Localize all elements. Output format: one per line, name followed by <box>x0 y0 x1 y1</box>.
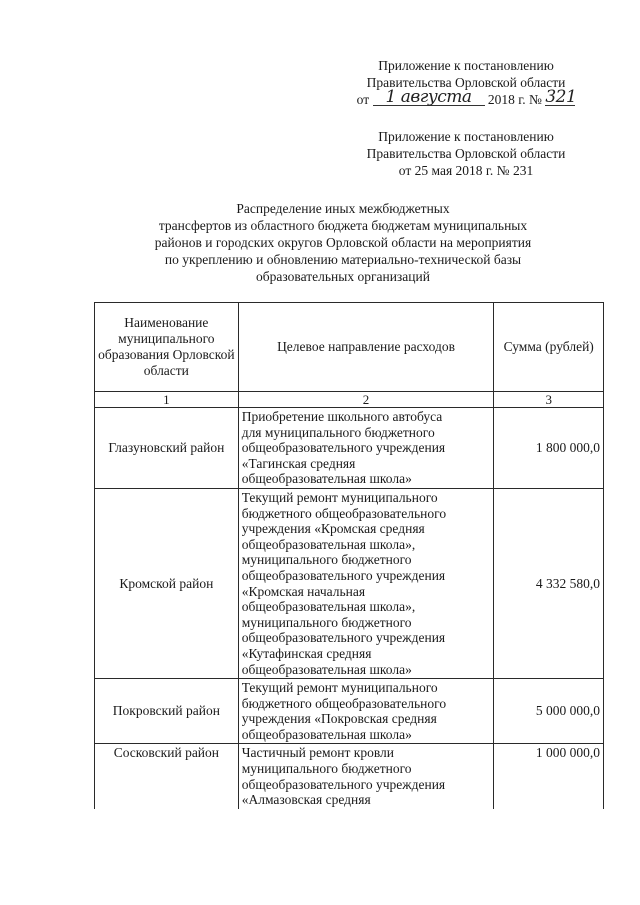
date-prefix: от <box>356 92 370 107</box>
district-name: Сосковский район <box>95 744 239 809</box>
purpose-line: общеобразовательная школа» <box>241 471 412 487</box>
handwritten-date: 1 августа <box>385 87 472 107</box>
appendix-line-1: Приложение к постановлению <box>378 58 554 73</box>
handwritten-number: 321 <box>545 87 577 107</box>
expense-purpose <box>238 679 494 744</box>
appendix-prev-line-1: Приложение к постановлению <box>378 129 554 144</box>
header-amount: Сумма (рублей) <box>494 303 604 392</box>
handwritten-date-field <box>373 87 485 107</box>
purpose-line: «Кутафинская средняя <box>241 645 372 661</box>
purpose-line: для муниципального бюджетного <box>241 424 435 440</box>
purpose-line: общеобразовательного учреждения <box>241 776 446 792</box>
expense-purpose <box>238 408 494 489</box>
amount-value: 1 800 000,0 <box>494 408 604 489</box>
column-number: 1 <box>95 392 239 408</box>
appendix-prev-line-3: от 25 мая 2018 г. № 231 <box>398 163 534 178</box>
allocation-table <box>94 302 604 809</box>
purpose-line: учреждения «Кромская средняя <box>241 521 425 537</box>
expense-purpose <box>238 488 494 678</box>
purpose-line: общеобразовательная школа», <box>241 599 416 615</box>
column-number: 3 <box>494 392 604 408</box>
purpose-line: общеобразовательного учреждения <box>241 567 446 583</box>
appendix-prev-line-2: Правительства Орловской области <box>366 146 566 161</box>
appendix-line-2: Правительства Орловской области <box>366 75 566 90</box>
amount-value: 5 000 000,0 <box>494 679 604 744</box>
purpose-line: Приобретение школьного автобуса <box>241 409 443 424</box>
purpose-line: учреждения «Покровская средняя <box>241 711 437 727</box>
purpose-line: «Тагинская средняя <box>241 455 356 471</box>
appendix-header-current <box>336 57 596 108</box>
purpose-line: «Алмазовская средняя <box>241 792 371 808</box>
appendix-header-previous <box>336 128 596 179</box>
title-line: Распределение иных межбюджетных <box>236 201 450 216</box>
district-name: Покровский район <box>95 679 239 744</box>
district-name: Кромской район <box>95 488 239 678</box>
table-row <box>95 744 604 809</box>
title-line: районов и городских округов Орловской области на мероприятия <box>154 235 532 250</box>
expense-purpose <box>238 744 494 809</box>
district-name: Глазуновский район <box>95 408 239 489</box>
purpose-line: муниципального бюджетного <box>241 761 412 777</box>
document-title <box>108 200 578 285</box>
purpose-line: муниципального бюджетного <box>241 614 412 630</box>
title-line: по укреплению и обновлению материально-технической базы <box>164 252 522 267</box>
purpose-line: Текущий ремонт муниципального <box>241 489 438 505</box>
header-purpose: Целевое направление расходов <box>238 303 494 392</box>
purpose-line: бюджетного общеобразовательного <box>241 505 447 521</box>
table-header-row <box>95 303 604 392</box>
purpose-line: Текущий ремонт муниципального <box>241 680 438 696</box>
purpose-line: муниципального бюджетного <box>241 552 412 568</box>
handwritten-number-field <box>545 87 577 107</box>
purpose-line: общеобразовательного учреждения <box>241 630 446 646</box>
amount-value: 4 332 580,0 <box>494 488 604 678</box>
purpose-line: бюджетного общеобразовательного <box>241 695 447 711</box>
column-number: 2 <box>238 392 494 408</box>
purpose-line: Частичный ремонт кровли <box>241 745 395 761</box>
column-number-row <box>95 392 604 408</box>
title-line: трансфертов из областного бюджета бюджетам муниципальных <box>158 218 528 233</box>
table-row <box>95 408 604 489</box>
year-text: 2018 г. № <box>487 92 542 107</box>
amount-value: 1 000 000,0 <box>494 744 604 809</box>
table-row <box>95 488 604 678</box>
purpose-line: общеобразовательная школа» <box>241 661 412 677</box>
header-municipality: Наименование муниципального образования Орловской области <box>95 303 239 392</box>
purpose-line: общеобразовательная школа» <box>241 726 412 742</box>
purpose-line: «Кромская начальная <box>241 583 366 599</box>
appendix-date-line <box>336 87 596 108</box>
purpose-line: общеобразовательного учреждения <box>241 440 446 456</box>
title-line: образовательных организаций <box>256 269 430 284</box>
table-row <box>95 679 604 744</box>
purpose-line: общеобразовательная школа», <box>241 536 416 552</box>
